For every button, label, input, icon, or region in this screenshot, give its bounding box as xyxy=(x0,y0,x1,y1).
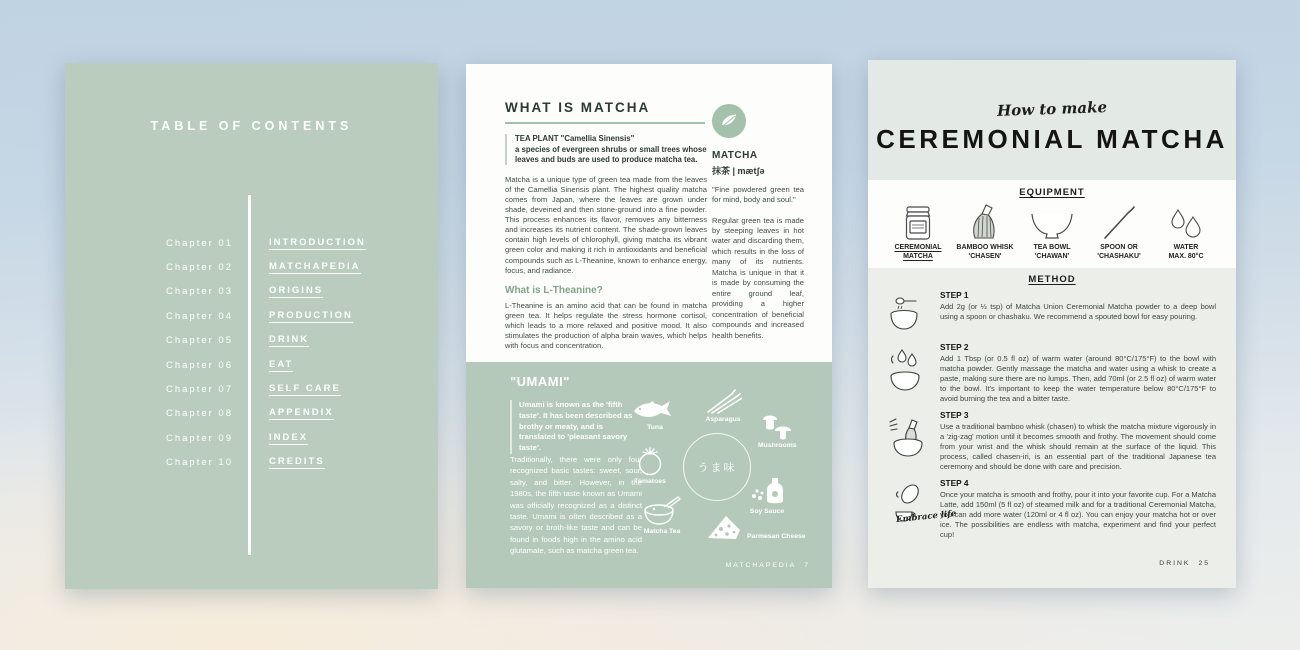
water-into-bowl-icon xyxy=(888,348,924,394)
step-text: Use a traditional bamboo whisk (chasen) to whisk the matcha mixture vigorously in a 'zig-zag' motion until it becomes smooth and frothy. The movement should come from your wrist and the whisk should remain at the surface of the liquid. This process, called chasen-iri, is an essential part of the traditional Japanese tea ceremony and should be done with care and precision. xyxy=(940,421,1216,471)
whisk-icon xyxy=(970,204,1000,241)
recipe-hero xyxy=(868,60,1236,180)
page-footer xyxy=(726,562,810,569)
chapter-link[interactable]: INDEX xyxy=(269,431,309,443)
chapter-number: Chapter 10 xyxy=(165,457,233,469)
step-text: Add 1 Tbsp (or 0.5 fl oz) of warm water (around 80°C/175°F) to the bowl with matcha powder. Gently massage the matcha and water using a whisk to create a paste, making sure there are no lumps. Then, add 70ml (or 2.5 fl oz) of warm water to the bowl. It's important to keep the water temperature below 80°C/175°F to avoid burning the tea and a bitter taste. xyxy=(940,354,1216,403)
equipment-tea-bowl: TEA BOWL 'CHAWAN' xyxy=(1020,203,1084,262)
title-underline xyxy=(505,122,705,124)
equipment-ceremonial-matcha: CEREMONIAL MATCHA xyxy=(886,203,950,262)
method-steps xyxy=(888,290,1216,546)
toc-row xyxy=(65,353,438,377)
toc-row xyxy=(65,280,438,304)
footer-section: DRINK xyxy=(1159,560,1191,567)
leaf-icon xyxy=(719,111,739,131)
chapter-link[interactable]: EAT xyxy=(269,358,294,370)
chapter-link[interactable]: SELF CARE xyxy=(269,383,341,395)
equipment-heading: EQUIPMENT xyxy=(1019,187,1085,198)
chashaku-icon xyxy=(1102,205,1136,241)
chapter-number: Chapter 08 xyxy=(165,408,233,420)
toc-row xyxy=(65,426,438,450)
tea-plant-body: a species of evergreen shrubs or small trees whose leaves and buds are used to produce matcha tea. xyxy=(515,144,707,164)
chapter-link[interactable]: ORIGINS xyxy=(269,285,324,297)
equipment-section xyxy=(868,180,1236,268)
step-label: STEP 3 xyxy=(940,409,969,420)
step-label: STEP 4 xyxy=(940,477,969,488)
leaf-badge xyxy=(712,104,746,138)
umami-quote: Umami is known as the 'fifth taste'. It has been described as brothy or meaty, and is translated to 'pleasant savory taste'. xyxy=(510,400,636,454)
asparagus-icon xyxy=(704,388,742,414)
equipment-bamboo-whisk: BAMBOO WHISK 'CHASEN' xyxy=(953,203,1017,262)
toc-row xyxy=(65,255,438,279)
step-text: Add 2g (or ½ tsp) of Matcha Union Ceremonial Matcha powder to a deep bowl using a spoon or chashaku. We recommend a spouted bowl for easy pouring. xyxy=(940,302,1216,321)
soy-bottle-icon xyxy=(748,476,786,506)
umami-circle xyxy=(683,433,751,501)
equipment-water: WATER MAX. 80°C xyxy=(1154,203,1218,262)
chapter-number: Chapter 04 xyxy=(165,310,233,322)
matcha-word: MATCHA xyxy=(712,150,758,161)
chapter-link[interactable]: APPENDIX xyxy=(269,407,334,419)
mushrooms-icon xyxy=(761,410,793,440)
whisk-in-bowl-icon xyxy=(888,416,928,458)
step-label: STEP 2 xyxy=(940,342,969,352)
toc-page xyxy=(65,63,438,589)
step-1 xyxy=(888,290,1216,336)
toc-row xyxy=(65,377,438,401)
water-drops-icon xyxy=(1169,207,1203,241)
step-3 xyxy=(888,410,1216,472)
food-matcha-tea: Matcha Tea xyxy=(642,494,682,535)
sidebar-paragraph: Regular green tea is made by steeping leaves in hot water and discarding them, which results in the loss of many of its nutrients. Matcha is unique in that it is made by consuming the entire ground leaf, providing a higher concentration of beneficial compounds and increased health benefits. xyxy=(712,215,804,340)
chapter-link[interactable]: CREDITS xyxy=(269,456,325,468)
food-parmesan: Parmesan Cheese xyxy=(706,514,806,540)
food-mushrooms: Mushrooms xyxy=(758,410,797,449)
chapter-number: Chapter 09 xyxy=(165,432,233,444)
tea-plant-title: TEA PLANT "Camellia Sinensis" xyxy=(515,133,635,143)
ltheanine-heading: What is L-Theanine? xyxy=(505,284,603,296)
sidebar-column xyxy=(712,104,804,341)
chapter-number: Chapter 01 xyxy=(165,237,233,249)
umami-center-label: うま味 xyxy=(697,462,737,474)
chapter-number: Chapter 02 xyxy=(165,262,233,274)
spoon-over-bowl-icon xyxy=(888,296,924,336)
script-note: Embrace life xyxy=(895,508,957,526)
food-tuna: Tuna xyxy=(632,400,678,431)
matcha-pronunciation: 抹茶 | mætʃə xyxy=(712,166,765,176)
umami-section xyxy=(466,362,832,588)
chapter-number: Chapter 06 xyxy=(165,359,233,371)
main-column xyxy=(505,100,707,351)
intro-paragraph: Matcha is a unique type of green tea made from the leaves of the Camellia Sinensis plant. The highest quality matcha comes from Japan, where the leaves are grown under shade, deveined and then stone-ground into a fine powder. This process enhances its flavor, removes any bitterness and increases its nutrient content. The shade-grown leaves contain high levels of chlorophyll, giving matcha its vibrant green color and making it rich in antioxidants and beneficial compounds such as L-Theanine, known to enhance energy, focus, and radiance. xyxy=(505,174,707,275)
chapter-link[interactable]: INTRODUCTION xyxy=(269,236,366,248)
umami-title: "UMAMI" xyxy=(510,374,570,389)
chapter-number: Chapter 03 xyxy=(165,286,233,298)
toc-row xyxy=(65,231,438,255)
food-asparagus: Asparagus xyxy=(704,388,742,423)
toc-row xyxy=(65,304,438,328)
page-title: WHAT IS MATCHA xyxy=(505,100,651,115)
chapter-number: Chapter 07 xyxy=(165,384,233,396)
toc-row xyxy=(65,329,438,353)
chapter-link[interactable]: MATCHAPEDIA xyxy=(269,261,361,273)
equipment-row xyxy=(868,198,1236,262)
tea-plant-callout xyxy=(505,134,707,165)
matcha-bowl-icon xyxy=(642,494,682,526)
matcha-quote: "Fine powdered green tea for mind, body and soul." xyxy=(712,185,804,205)
equipment-chashaku: SPOON OR 'CHASHAKU' xyxy=(1087,203,1151,262)
recipe-title: CEREMONIAL MATCHA xyxy=(876,124,1228,154)
step-label: STEP 1 xyxy=(940,290,969,300)
step-4 xyxy=(888,478,1216,540)
matcha-jar-icon xyxy=(902,205,934,241)
matchapedia-page xyxy=(466,64,832,588)
tea-bowl-icon xyxy=(1030,211,1074,241)
footer-page-number: 7 xyxy=(804,562,810,569)
method-heading: METHOD xyxy=(1028,274,1076,285)
chapter-link[interactable]: PRODUCTION xyxy=(269,309,353,321)
umami-paragraph: Traditionally, there were only four recognized basic tastes: sweet, sour, salty, and bitter. However, in the 1980s, the fifth taste known as Umami was officially recognized as a distinct taste. Umami is often described as a savory or broth-like taste and can be found in foods high in the amino acid glutamate, such as matcha green tea. xyxy=(510,455,642,556)
step-2 xyxy=(888,342,1216,404)
tomato-icon xyxy=(634,446,666,476)
toc-list xyxy=(65,231,438,475)
food-tomatoes: Tomatoes xyxy=(634,446,666,485)
page-footer xyxy=(1159,560,1210,567)
chapter-link[interactable]: DRINK xyxy=(269,334,310,346)
ltheanine-paragraph: L-Theanine is an amino acid that can be found in matcha green tea. It helps regulate the stress hormone cortisol, which leads to a more relaxed and positive mood. It also stimulates the production of alpha brain waves, which helps with focus and concentration. xyxy=(505,300,707,351)
footer-section: MATCHAPEDIA xyxy=(725,562,797,569)
footer-page-number: 25 xyxy=(1198,560,1210,567)
step-text: Once your matcha is smooth and frothy, pour it into your favorite cup. For a Matcha Latte, add 150ml (5 fl oz) of steamed milk and for a traditional Ceremonial Matcha, you can add more water (120ml or 4 fl oz). You can enjoy your matcha hot or over ice. The possibilities are endless with matcha, experiment and find your perfect cup! xyxy=(940,489,1216,539)
recipe-page xyxy=(868,60,1236,588)
chapter-number: Chapter 05 xyxy=(165,335,233,347)
recipe-pretitle: How to make xyxy=(996,98,1108,120)
toc-row xyxy=(65,451,438,475)
cheese-icon xyxy=(706,514,742,540)
tuna-icon xyxy=(632,400,678,422)
toc-title: TABLE OF CONTENTS xyxy=(150,119,353,133)
toc-row xyxy=(65,402,438,426)
food-soy-sauce: Soy Sauce xyxy=(748,476,786,515)
